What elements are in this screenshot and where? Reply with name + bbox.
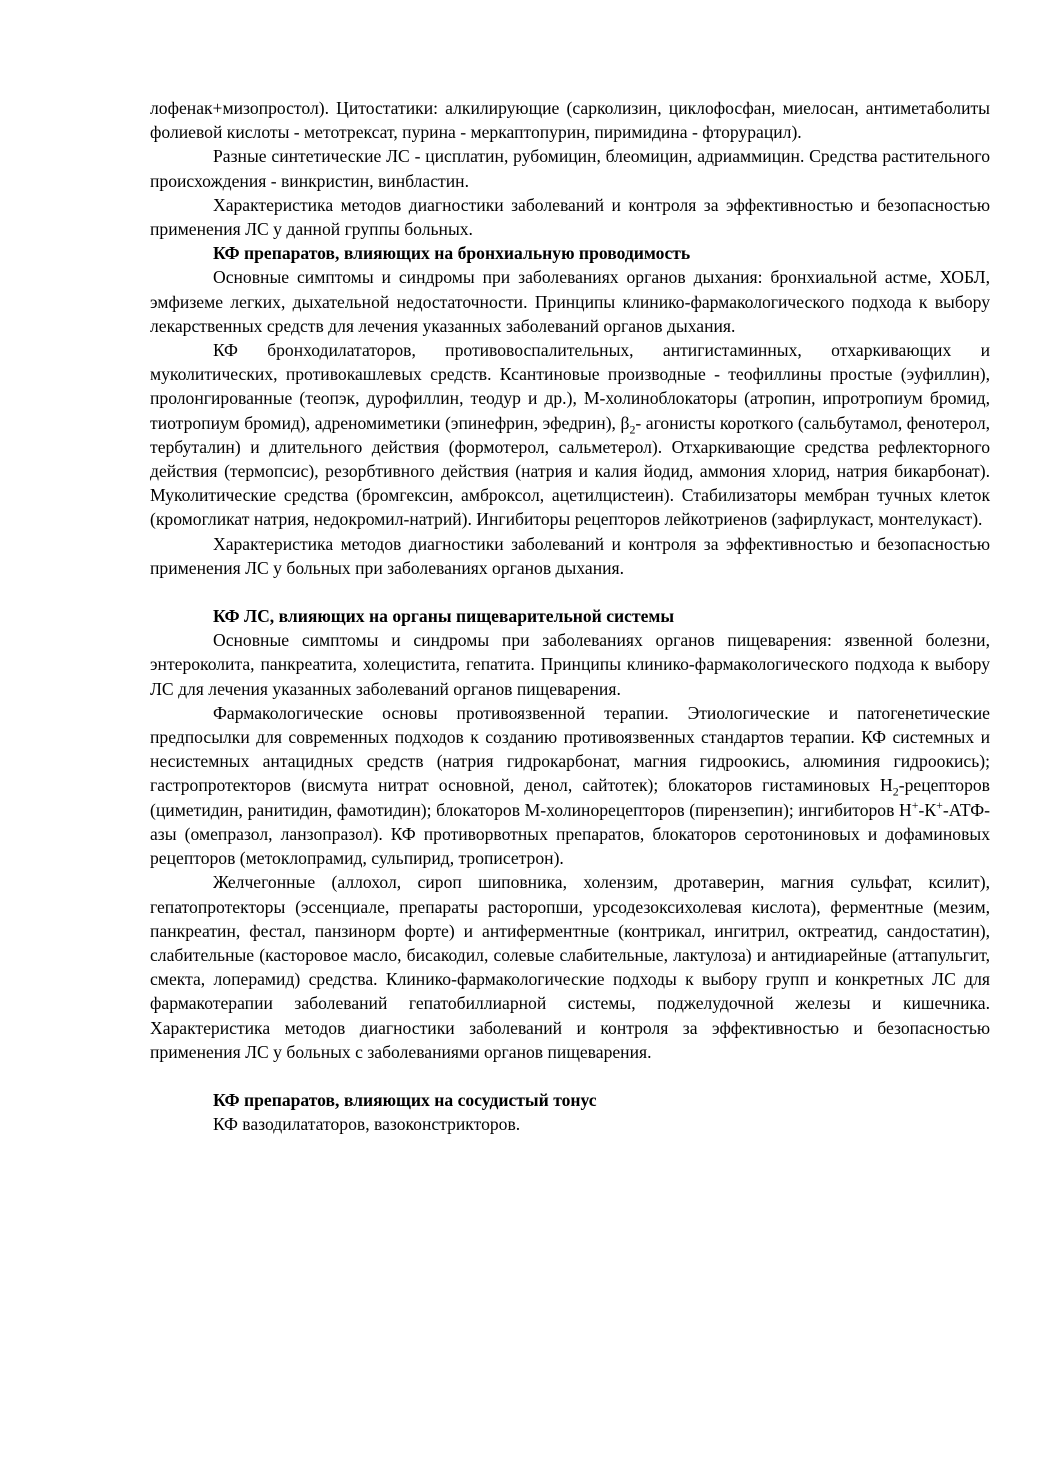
document-body bbox=[150, 96, 990, 1136]
section-heading-vascular: КФ препаратов, влияющих на сосудистый тонус bbox=[213, 1089, 597, 1110]
paragraph-digestive-symptoms: Основные симптомы и синдромы при заболеваниях органов пищеварения: язвенной болезни, энтероколита, панкреатита, холецистита, гепатита. Принципы клинико-фармакологического подхода к выбору ЛС для лечения указанных заболеваний органов пищеварения. bbox=[150, 630, 990, 699]
text-segment: - агонисты короткого (сальбутамол, фенотерол, тербуталин) и длительного действия (формотерол, сальметерол). Отхаркивающие средства рефлекторного действия (термопсис), резорбтивного действия (натрия и калия йодид, аммония хлорид, натрия бикарбонат). Муколитические средства (бромгексин, амброксол, ацетилцистеин). Стабилизаторы мембран тучных клеток (кромогликат натрия, недокромил-натрий). Ингибиторы рецепторов лейкотриенов (зафирлукаст, монтелукаст). bbox=[150, 412, 990, 530]
spacer bbox=[150, 1064, 990, 1088]
paragraph-cytostatics: лофенак+мизопростол). Цитостатики: алкилирующие (сарколизин, циклофосфан, миелосан, антиметаболиты фолиевой кислоты - метотрексат, пурина - меркаптопурин, пиримидина - фторурацил). bbox=[150, 98, 990, 143]
subscript: 2 bbox=[629, 422, 636, 437]
text-segment: КФ бронходилататоров, противовоспалительных, антигистаминных, отхаркивающих и муколитических, противокашлевых средств. Ксантиновые производные - теофиллины простые (эуфиллин), пролонгированные (теопэк, дурофиллин, теодур и др.), М-холиноблокаторы (атропин, ипротропиум бромид, тиотропиум бромид), адреномиметики (эпинефрин, эфедрин), β bbox=[150, 340, 990, 433]
paragraph-diagnostics-2: Характеристика методов диагностики заболеваний и контроля за эффективностью и безопасностью применения ЛС у больных при заболеваниях органов дыхания. bbox=[150, 533, 990, 578]
paragraph-synthetic-drugs: Разные синтетические ЛС - цисплатин, рубомицин, блеомицин, адриаммицин. Средства растительного происхождения - винкристин, винбластин. bbox=[150, 146, 990, 191]
text-segment: -К bbox=[918, 799, 937, 820]
paragraph-diagnostics-1: Характеристика методов диагностики заболеваний и контроля за эффективностью и безопасностью применения ЛС у данной группы больных. bbox=[150, 194, 990, 240]
text-segment: -АТФ-азы (омепразол, ланзопразол). КФ противорвотных препаратов, блокаторов серотониновых и дофаминовых рецепторов (метоклопрамид, сульпирид, трописетрон). bbox=[150, 799, 990, 869]
superscript: + bbox=[936, 797, 943, 812]
text-segment: Фармакологические основы противоязвенной терапии. Этиологические и патогенетические предпосылки для современных подходов к созданию противоязвенных стандартов терапии. КФ системных и несистемных антацидных средств (натрия гидрокарбонат, магния гидроокись, алюминия гидроокись); гастропротекторов (висмута нитрат основной, денол, сайтотек); блокаторов гистаминовых Н bbox=[150, 702, 990, 796]
text-segment: -рецепторов (циметидин, ранитидин, фамотидин); блокаторов М-холинорецепторов (пирензепин); ингибиторов Н bbox=[150, 775, 990, 820]
paragraph-antiulcer bbox=[150, 701, 990, 870]
section-heading-digestive: КФ ЛС, влияющих на органы пищеварительной системы bbox=[213, 606, 675, 627]
spacer bbox=[150, 580, 990, 604]
paragraph-vasodilators: КФ вазодилататоров, вазоконстрикторов. bbox=[213, 1114, 521, 1135]
section-heading-bronchial: КФ препаратов, влияющих на бронхиальную проводимость bbox=[213, 243, 691, 264]
paragraph-choleretics: Желчегонные (аллохол, сироп шиповника, холензим, дротаверин, магния сульфат, ксилит), гепатопротекторы (эссенциале, препараты расторопши, урсодезоксихолевая кислота), ферментные (мезим, панкреатин, фестал, панзинорм форте) и антиферментные (контрикал, ингитрил, октреатид, сандостатин), слабительные (касторовое масло, бисакодил, солевые слабительные, лактулоза) и антидиарейные (аттапульгит, смекта, лоперамид) средства. Клинико-фармакологические подходы к выбору групп и конкретных ЛС для фармакотерапии заболеваний гепатобиллиарной системы, поджелудочной железы и кишечника. Характеристика методов диагностики заболеваний и контроля за эффективностью и безопасностью применения ЛС у больных с заболеваниями органов пищеварения. bbox=[150, 872, 990, 1062]
paragraph-respiratory-symptoms: Основные симптомы и синдромы при заболеваниях органов дыхания: бронхиальной астме, ХОБЛ, эмфиземе легких, дыхательной недостаточности. Принципы клинико-фармакологического подхода к выбору лекарственных средств для лечения указанных заболеваний органов дыхания. bbox=[150, 267, 990, 336]
superscript: + bbox=[911, 797, 919, 812]
subscript: 2 bbox=[892, 785, 899, 799]
paragraph-bronchodilators bbox=[150, 338, 990, 532]
